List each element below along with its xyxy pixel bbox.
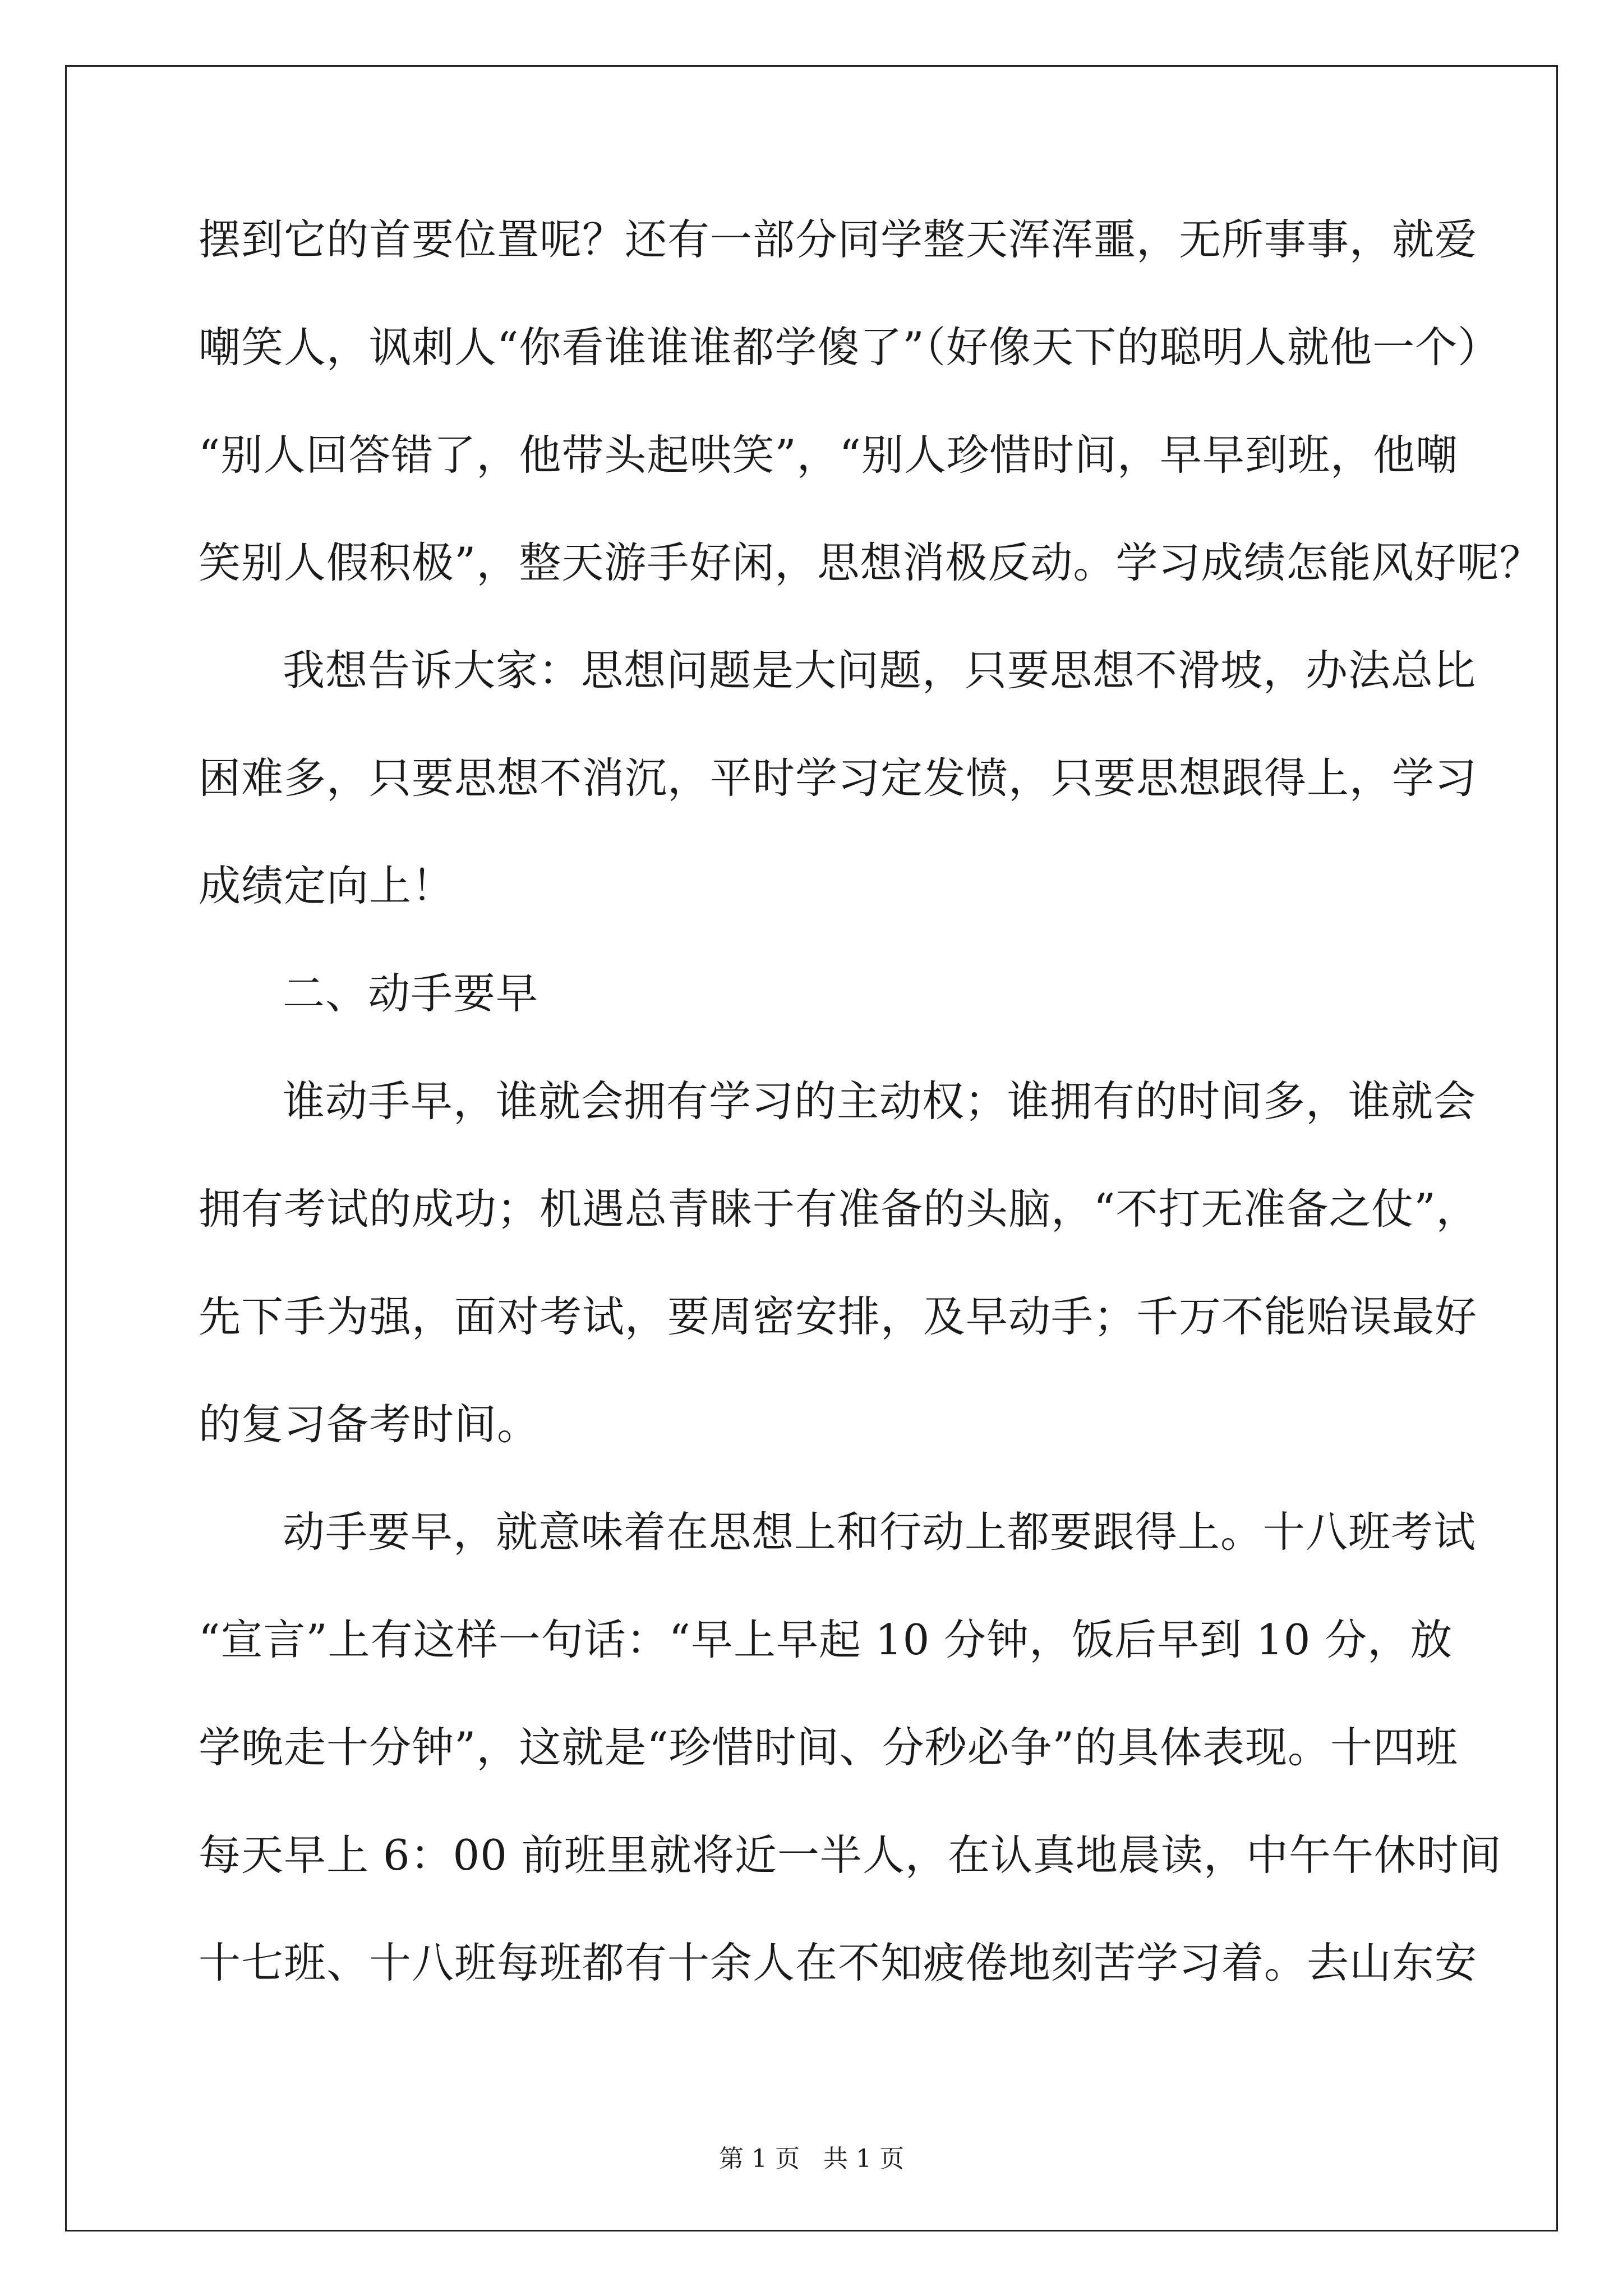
text-line: 摆到它的首要位置呢？还有一部分同学整天浑浑噩，无所事事，就爱 bbox=[199, 215, 1478, 264]
text-line: 的复习备考时间。 bbox=[199, 1400, 540, 1449]
paragraph-start-line: 谁动手早，谁就会拥有学习的主动权；谁拥有的时间多，谁就会 bbox=[283, 1076, 1477, 1126]
text-line: 每天早上 6：00 前班里就将近一半人，在认真地晨读，中午午休时间 bbox=[199, 1830, 1502, 1880]
text-line: “宣言”上有这样一句话：“早上早起 10 分钟，饭后早到 10 分，放 bbox=[199, 1615, 1453, 1664]
text-line: 笑别人假积极”，整天游手好闲，思想消极反动。学习成绩怎能风好呢？ bbox=[199, 538, 1542, 587]
text-line: 成绩定向上！ bbox=[199, 861, 455, 910]
text-line: 十七班、十八班每班都有十余人在不知疲倦地刻苦学习着。去山东安 bbox=[199, 1938, 1478, 1987]
paragraph-start-line: 动手要早，就意味着在思想上和行动上都要跟得上。十八班考试 bbox=[283, 1507, 1477, 1557]
paragraph-start-line: 我想告诉大家：思想问题是大问题，只要思想不滑坡，办法总比 bbox=[283, 646, 1477, 695]
text-line: 困难多，只要思想不消沉，平时学习定发愤，只要思想跟得上，学习 bbox=[199, 753, 1478, 803]
section-heading: 二、动手要早 bbox=[283, 969, 539, 1018]
text-line: 拥有考试的成功；机遇总青睐于有准备的头脑，“不打无准备之仗”， bbox=[199, 1184, 1479, 1234]
text-line: 先下手为强，面对考试，要周密安排，及早动手；千万不能贻误最好 bbox=[199, 1292, 1478, 1341]
page-footer: 第 1 页 共 1 页 bbox=[719, 2145, 904, 2173]
text-line: 学晚走十分钟”，这就是“珍惜时间、分秒必争”的具体表现。十四班 bbox=[199, 1723, 1459, 1772]
text-line: 嘲笑人，讽刺人“你看谁谁谁都学傻了”（好像天下的聪明人就他一个） bbox=[199, 323, 1501, 372]
document-body bbox=[199, 209, 1542, 2040]
text-line: “别人回答错了，他带头起哄笑”，“别人珍惜时间，早早到班，他嘲 bbox=[199, 430, 1459, 480]
